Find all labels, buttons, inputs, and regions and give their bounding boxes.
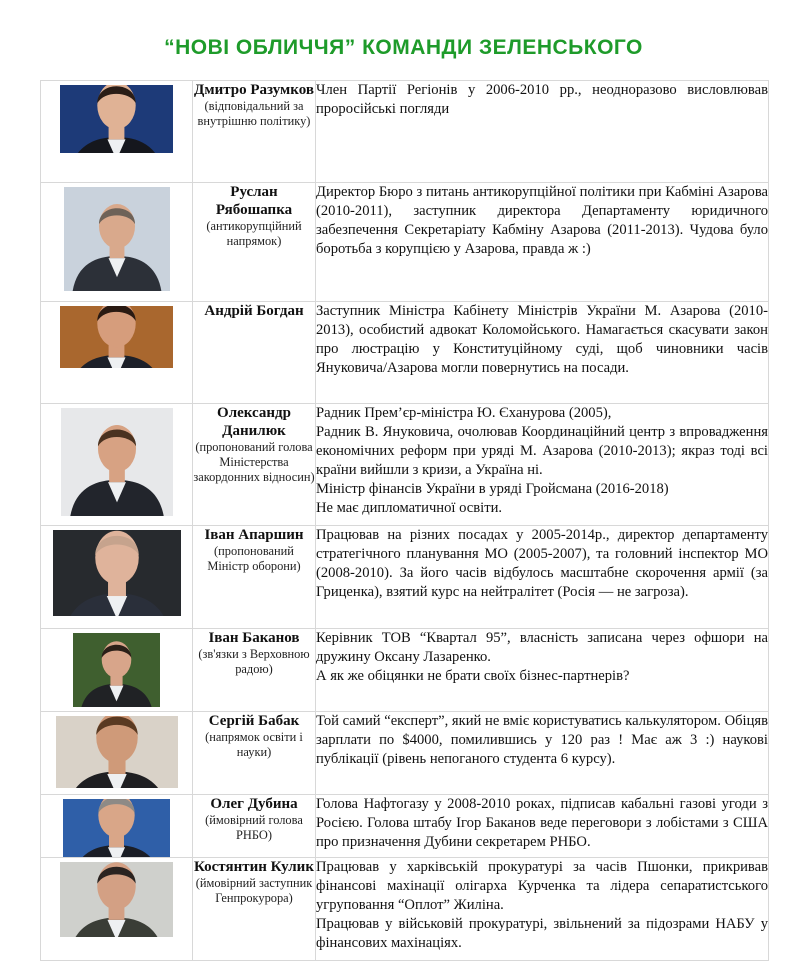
name-cell — [193, 81, 316, 183]
person-row — [41, 404, 769, 526]
person-row — [41, 81, 769, 183]
person-row — [41, 526, 769, 629]
person-row — [41, 183, 769, 302]
person-role: (антикорупційний напрямок) — [206, 219, 302, 248]
portrait-photo — [60, 306, 173, 368]
description-text: Заступник Міністра Кабінету Міністрів України М. Азарова (2010-2013), особистий адвокат Коломойського. Намагається скасувати закон про люстрацію у Конституційному суді, щоб чиновники часів Януковича/Азарова могли повернутись на посади. — [316, 303, 768, 376]
description-text: Радник В. Януковича, очолював Координаційний центр з впровадження економічних реформ при уряді М. Азарова (2010-2013); якраз тоді всі країни вийшли з кризи, а Україна ні. — [316, 424, 768, 478]
description-text: Працював у військовій прокуратурі, звільнений за підозрами НАБУ у фінансових махінаціях. — [316, 916, 768, 951]
person-name: Олександр Данилюк — [217, 405, 291, 439]
page-title: “НОВІ ОБЛИЧЧЯ” КОМАНДИ ЗЕЛЕНСЬКОГО — [164, 36, 643, 59]
description-text: Не має дипломатичної освіти. — [316, 500, 503, 516]
person-role: (пропонований Міністр оборони) — [207, 544, 301, 573]
person-name: Сергій Бабак — [208, 713, 300, 729]
portrait-photo — [53, 530, 181, 616]
description-cell — [316, 81, 769, 183]
name-cell — [193, 858, 316, 961]
name-cell — [193, 795, 316, 858]
description-text: Член Партії Регіонів у 2006-2010 рр., неодноразово висловлював проросійські погляди — [316, 82, 768, 117]
description-cell — [316, 858, 769, 961]
person-row — [41, 712, 769, 795]
description-cell — [316, 404, 769, 526]
photo-cell — [41, 302, 193, 404]
person-role: (напрямок освіти і науки) — [205, 730, 303, 759]
description-text: Той самий “експерт”, який не вміє користуватись калькулятором. Обіцяв зарплати по $4000, помилившись у 120 раз ! Має аж 3 :) наукові публікації (рівень непоганого студента 6 курсу). — [316, 713, 768, 767]
name-cell — [193, 404, 316, 526]
photo-cell — [41, 81, 193, 183]
description-text: А як же обіцянки не брати своїх бізнес-партнерів? — [316, 668, 630, 684]
portrait-photo — [63, 799, 170, 857]
photo-cell — [41, 712, 193, 795]
photo-cell — [41, 629, 193, 712]
person-name: Костянтин Кулик — [194, 859, 314, 875]
description-text: Директор Бюро з питань антикорупційної політики при Кабміні Азарова (2010-2011), заступник директора Департаменту юридичного забезпечення Секретаріату Кабміну Азарова (2011-2013). Чудова було боротьба з корупцією у Азарова, правда ж :) — [316, 184, 768, 257]
person-row — [41, 302, 769, 404]
portrait-photo — [61, 408, 173, 516]
name-cell — [193, 526, 316, 629]
team-table — [40, 80, 769, 961]
description-cell — [316, 629, 769, 712]
portrait-photo — [60, 85, 173, 153]
person-name: Дмитро Разумков — [194, 82, 314, 98]
person-role: (відповідальний за внутрішню політику) — [197, 99, 311, 128]
photo-cell — [41, 858, 193, 961]
description-text: Радник Прем’єр-міністра Ю. Єханурова (2005), — [316, 405, 612, 421]
name-cell — [193, 183, 316, 302]
photo-cell — [41, 795, 193, 858]
name-cell — [193, 302, 316, 404]
portrait-photo — [73, 633, 160, 707]
person-role: (ймовірний заступник Генпрокурора) — [195, 876, 313, 905]
photo-cell — [41, 526, 193, 629]
person-name: Андрій Богдан — [204, 303, 304, 319]
description-cell — [316, 712, 769, 795]
person-row — [41, 858, 769, 961]
name-cell — [193, 629, 316, 712]
person-name: Руслан Рябошапка — [215, 184, 293, 218]
description-text: Працював у харківській прокуратурі за часів Пшонки, прикривав фінансові махінації олігарха Курченка та лідера сепаратистського угруповання “Оплот” Жиліна. — [316, 859, 768, 913]
photo-cell — [41, 183, 193, 302]
portrait-photo — [60, 862, 173, 937]
description-cell — [316, 795, 769, 858]
person-row — [41, 795, 769, 858]
description-cell — [316, 183, 769, 302]
person-row — [41, 629, 769, 712]
description-cell — [316, 526, 769, 629]
description-cell — [316, 302, 769, 404]
photo-cell — [41, 404, 193, 526]
description-text: Працював на різних посадах у 2005-2014р., директор департаменту стратегічного планування МО (2005-2007), та головний інспектор МО (2008-2010). За його часів відбулось масштабне скорочення армії (за Гриценка), взятий курс на нейтралітет (Росія — не загроза). — [316, 527, 768, 600]
person-role: (зв'язки з Верховною радою) — [198, 647, 310, 676]
person-name: Іван Баканов — [208, 630, 300, 646]
person-role: (пропонований голова Міністерства закордонних відносин) — [193, 440, 315, 484]
person-role: (ймовірний голова РНБО) — [205, 813, 303, 842]
name-cell — [193, 712, 316, 795]
person-name: Іван Апаршин — [204, 527, 304, 543]
description-text: Голова Нафтогазу у 2008-2010 роках, підписав кабальні газові угоди з Росією. Голова штабу Ігор Баканов веде переговори з лобістами з США про призначення Дубини секретарем РНБО. — [316, 796, 768, 850]
portrait-photo — [64, 187, 170, 291]
description-text: Керівник ТОВ “Квартал 95”, власність записана через офшори на дружину Оксану Лазаренко. — [316, 630, 768, 665]
description-text: Міністр фінансів України в уряді Гройсмана (2016-2018) — [316, 481, 669, 497]
person-name: Олег Дубина — [210, 796, 298, 812]
portrait-photo — [56, 716, 178, 788]
